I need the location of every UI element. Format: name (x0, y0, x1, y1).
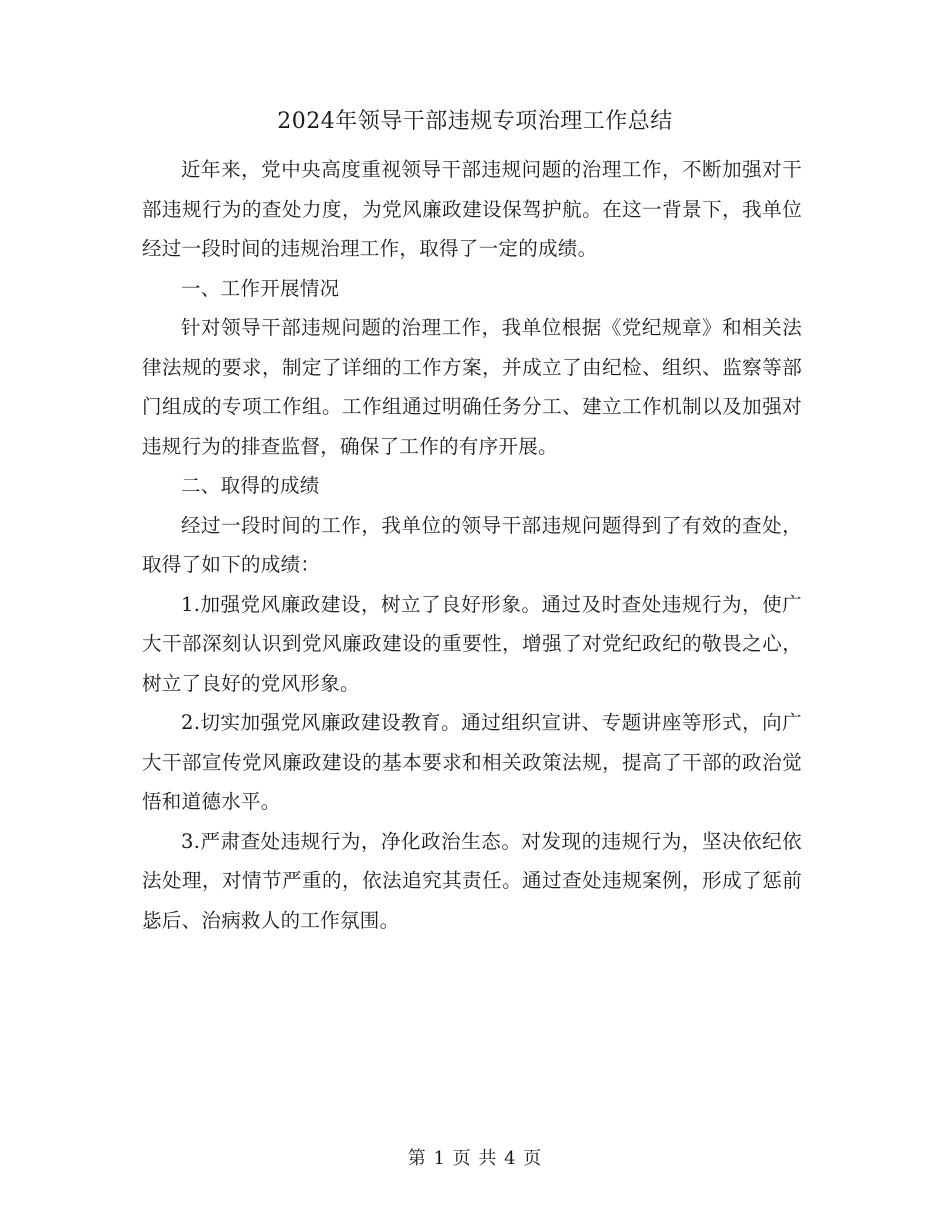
paragraph-achievement-1: 1.加强党风廉政建设，树立了良好形象。通过及时查处违规行为，使广大干部深刻认识到党风廉政建设的重要性，增强了对党纪政纪的敬畏之心，树立了良好的党风形象。 (142, 592, 802, 695)
paragraph-achievement-2: 2.切实加强党风廉政建设教育。通过组织宣讲、专题讲座等形式，向广大干部宣传党风廉政建设的基本要求和相关政策法规，提高了干部的政治觉悟和道德水平。 (142, 711, 802, 813)
paragraph-work-progress: 针对领导干部违规问题的治理工作，我单位根据《党纪规章》和相关法律法规的要求，制定了详细的工作方案，并成立了由纪检、组织、监察等部门组成的专项工作组。工作组通过明确任务分工、建立工作机制以及加强对违规行为的排查监督，确保了工作的有序开展。 (142, 316, 802, 458)
document-body (142, 150, 802, 940)
section-heading-work-progress: 一、工作开展情况 (181, 276, 340, 300)
paragraph-intro: 近年来，党中央高度重视领导干部违规问题的治理工作，不断加强对干部违规行为的查处力度，为党风廉政建设保驾护航。在这一背景下，我单位经过一段时间的违规治理工作，取得了一定的成绩。 (142, 158, 802, 260)
paragraph-achievements-intro: 经过一段时间的工作，我单位的领导干部违规问题得到了有效的查处，取得了如下的成绩： (142, 513, 802, 576)
section-heading-achievements: 二、取得的成绩 (181, 474, 320, 497)
page-number: 第 1 页 共 4 页 (407, 1148, 543, 1169)
paragraph-achievement-3: 3.严肃查处违规行为，净化政治生态。对发现的违规行为，坚决依纪依法处理，对情节严重的，依法追究其责任。通过查处违规案例，形成了惩前毖后、治病救人的工作氛围。 (142, 829, 802, 932)
document-title: 2024年领导干部违规专项治理工作总结 (277, 109, 673, 134)
